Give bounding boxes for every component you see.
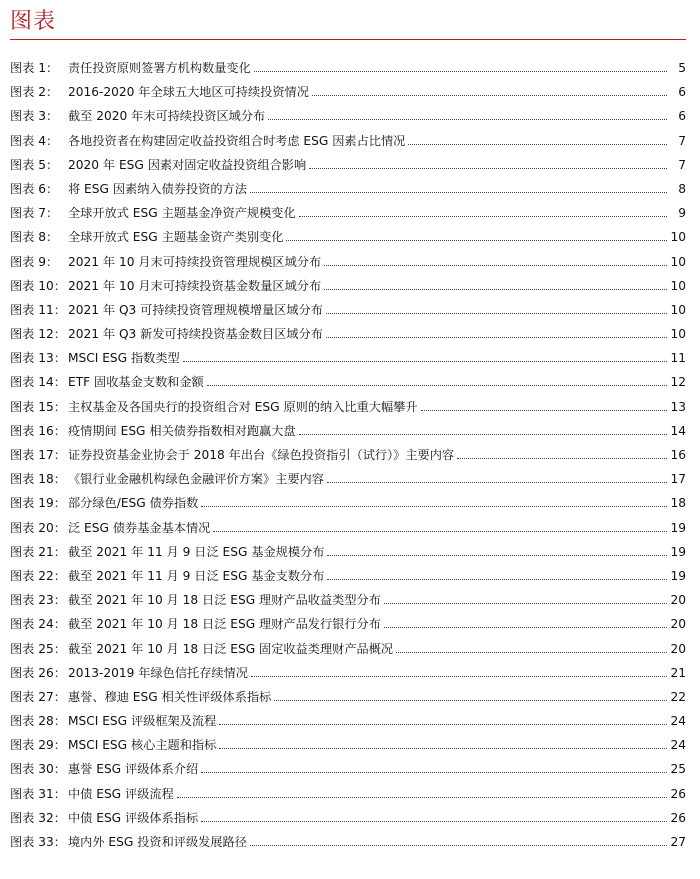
toc-entry-label: 图表 26： [10,665,66,680]
toc-dot-leader [384,627,667,628]
toc-entry-label: 图表 28： [10,714,66,729]
toc-entry[interactable] [10,733,686,757]
toc-dot-leader [201,506,667,507]
toc-page-number[interactable]: 10 [670,327,686,342]
toc-dot-leader [183,361,667,362]
toc-entry-label: 图表 13： [10,351,66,366]
toc-entry-title[interactable]: 2020 年 ESG 因素对固定收益投资组合影响 [68,157,307,172]
toc-entry-title[interactable]: MSCI ESG 核心主题和指标 [68,738,217,753]
toc-entry[interactable] [10,129,686,153]
toc-entry-title[interactable]: 中债 ESG 评级体系指标 [68,810,199,825]
toc-entry-title[interactable]: 中债 ESG 评级流程 [68,786,174,801]
toc-entry[interactable] [10,709,686,733]
toc-entry[interactable] [10,782,686,806]
page-title: 图表 [10,9,57,34]
toc-page-number[interactable]: 20 [670,617,686,632]
toc-entry-title[interactable]: 部分绿色/ESG 债券指数 [68,496,199,511]
toc-entry[interactable] [10,830,686,854]
toc-dot-leader [213,531,667,532]
toc-dot-leader [250,192,667,193]
toc-page-number[interactable]: 18 [670,496,686,511]
toc-entry-title[interactable]: 疫情期间 ESG 相关债券指数相对跑赢大盘 [68,423,296,438]
toc-dot-leader [326,313,667,314]
toc-entry-label: 图表 29： [10,738,66,753]
toc-entry-title[interactable]: 全球开放式 ESG 主题基金资产类别变化 [68,230,284,245]
toc-entry-label: 图表 14： [10,375,66,390]
toc-entry[interactable] [10,661,686,685]
toc-dot-leader [251,676,667,677]
toc-entry-title[interactable]: 证券投资基金业协会于 2018 年出台《绿色投资指引（试行）》主要内容 [68,448,455,462]
toc-page-number[interactable]: 8 [678,181,686,196]
toc-page-number[interactable]: 11 [670,351,686,366]
toc-page-number[interactable]: 26 [670,786,686,801]
toc-entry-title[interactable]: 责任投资原则签署方机构数量变化 [68,61,251,75]
toc-page-number[interactable]: 21 [670,665,686,680]
toc-dot-leader [421,410,667,411]
toc-entry-title[interactable]: 2021 年 10 月末可持续投资管理规模区域分布 [68,254,322,269]
toc-page-number[interactable]: 10 [670,302,686,317]
toc-entry[interactable] [10,346,686,370]
toc-dot-leader [219,748,667,749]
toc-page-number[interactable]: 27 [670,835,686,849]
toc-entry-label: 图表 18： [10,472,66,487]
toc-page-number[interactable]: 5 [678,61,686,75]
toc-entry[interactable] [10,56,686,80]
toc-entry[interactable] [10,80,686,104]
toc-entry-title[interactable]: 2013-2019 年绿色信托存续情况 [68,665,248,680]
toc-dot-leader [207,385,667,386]
toc-entry-label: 图表 30： [10,762,66,777]
toc-dot-leader [201,772,667,773]
toc-entry-label: 图表 16： [10,423,66,438]
toc-entry-label: 图表 19： [10,496,66,511]
toc-dot-leader [177,797,667,798]
toc-entry-label: 图表 9： [10,254,59,269]
toc-entry-label: 图表 6： [10,181,59,196]
toc-entry-title[interactable]: 境内外 ESG 投资和评级发展路径 [68,835,247,849]
toc-page-number[interactable]: 19 [670,544,686,559]
toc-entry-title[interactable]: ETF 固收基金支数和金额 [68,375,204,390]
toc-dot-leader [250,845,667,846]
toc-dot-leader [268,119,667,120]
toc-entry[interactable] [10,637,686,661]
toc-entry[interactable] [10,540,686,564]
toc-entry-title[interactable]: 惠誉、穆迪 ESG 相关性评级体系指标 [68,689,272,704]
toc-page-number[interactable]: 25 [670,762,686,777]
toc-page-number[interactable]: 12 [670,375,686,390]
toc-page-number[interactable]: 10 [670,278,686,293]
toc-page-number[interactable]: 7 [678,133,686,148]
toc-entry-title[interactable]: 主权基金及各国央行的投资组合对 ESG 原则的纳入比重大幅攀升 [68,399,418,414]
toc-entry-label: 图表 22： [10,568,66,583]
toc-entry[interactable] [10,757,686,781]
toc-page-number[interactable]: 19 [670,520,686,535]
toc-entry-title[interactable]: MSCI ESG 评级框架及流程 [68,714,217,729]
toc-dot-leader [312,95,667,96]
toc-entry-title[interactable]: 2021 年 10 月末可持续投资基金数量区域分布 [68,278,322,293]
toc-entry-label: 图表 23： [10,593,66,608]
toc-entry-label: 图表 3： [10,109,59,124]
toc-entry[interactable] [10,298,686,322]
toc-dot-leader [324,265,667,266]
toc-page-number[interactable]: 9 [678,206,686,221]
toc-dot-leader [309,168,667,169]
toc-dot-leader [457,458,667,459]
toc-entry[interactable] [10,322,686,346]
toc-dot-leader [396,652,667,653]
toc-entry[interactable] [10,564,686,588]
toc-page-number[interactable]: 16 [670,448,686,462]
title-divider [10,39,686,40]
toc-entry[interactable] [10,177,686,201]
toc-entry-label: 图表 32： [10,810,66,825]
toc-entry-label: 图表 25： [10,641,66,656]
toc-page-number[interactable]: 20 [670,593,686,608]
toc-entry[interactable] [10,491,686,515]
toc-entry-title[interactable]: 截至 2021 年 10 月 18 日泛 ESG 理财产品发行银行分布 [68,617,381,632]
toc-entry[interactable] [10,467,686,491]
toc-page-number[interactable]: 14 [670,423,686,438]
toc-entry-label: 图表 15： [10,399,66,414]
toc-entry-label: 图表 2： [10,85,59,100]
toc-entry-label: 图表 1： [10,61,59,75]
toc-dot-leader [274,700,667,701]
toc-page-number[interactable]: 24 [670,714,686,729]
toc-entry[interactable] [10,395,686,419]
toc-entry-label: 图表 24： [10,617,66,632]
toc-entry-title[interactable]: 泛 ESG 债券基金基本情况 [68,520,211,535]
toc-entry[interactable] [10,153,686,177]
toc-page-number[interactable]: 7 [678,157,686,172]
toc-page-number[interactable]: 6 [678,109,686,124]
toc-entry-title[interactable]: 《银行业金融机构绿色金融评价方案》主要内容 [68,472,324,487]
toc-entry-title[interactable]: 各地投资者在构建固定收益投资组合时考虑 ESG 因素占比情况 [68,133,406,148]
toc-entry-title[interactable]: 惠誉 ESG 评级体系介绍 [68,762,199,777]
toc-entry-title[interactable]: 2021 年 Q3 新发可持续投资基金数目区域分布 [68,327,323,342]
toc-entry-label: 图表 8： [10,230,59,245]
toc-page-number[interactable]: 22 [670,689,686,704]
toc-entry-label: 图表 11： [10,302,66,317]
toc-entry[interactable] [10,104,686,128]
toc-entry[interactable] [10,685,686,709]
toc-entry-label: 图表 33： [10,835,66,849]
toc-page-number[interactable]: 20 [670,641,686,656]
toc-page-number[interactable]: 24 [670,738,686,753]
toc-dot-leader [201,821,667,822]
toc-entry-title[interactable]: 全球开放式 ESG 主题基金净资产规模变化 [68,206,296,221]
toc-page-number[interactable]: 10 [670,230,686,245]
toc-dot-leader [299,434,667,435]
toc-entry-title[interactable]: 2021 年 Q3 可持续投资管理规模增量区域分布 [68,302,323,317]
toc-entry[interactable] [10,443,686,467]
toc-entry-label: 图表 5： [10,157,59,172]
toc-entry-label: 图表 27： [10,689,66,704]
toc-entry-title[interactable]: 将 ESG 因素纳入债券投资的方法 [68,181,247,196]
toc-page-number[interactable]: 26 [670,810,686,825]
toc-dot-leader [326,337,667,338]
toc-entry[interactable] [10,274,686,298]
toc-entry[interactable] [10,370,686,394]
toc-entry-label: 图表 31： [10,786,66,801]
toc-entry[interactable] [10,201,686,225]
toc-entry[interactable] [10,225,686,249]
toc-entry[interactable] [10,516,686,540]
toc-dot-leader [299,216,667,217]
toc-entry-title[interactable]: 截至 2021 年 10 月 18 日泛 ESG 固定收益类理财产品概况 [68,641,394,656]
toc-page-number[interactable]: 13 [670,399,686,414]
toc-entry[interactable] [10,612,686,636]
toc-dot-leader [327,555,667,556]
figure-list [10,56,686,854]
toc-entry[interactable] [10,588,686,612]
toc-entry-title[interactable]: 截至 2021 年 11 月 9 日泛 ESG 基金规模分布 [68,544,325,559]
toc-dot-leader [327,482,667,483]
toc-page-number[interactable]: 6 [678,85,686,100]
toc-page-number[interactable]: 17 [670,472,686,487]
toc-entry-label: 图表 20： [10,520,66,535]
toc-entry-title[interactable]: 截至 2020 年末可持续投资区域分布 [68,109,266,124]
toc-entry-label: 图表 10： [10,278,66,293]
toc-dot-leader [384,603,667,604]
toc-entry[interactable] [10,250,686,274]
toc-page-number[interactable]: 10 [670,254,686,269]
toc-dot-leader [408,144,667,145]
toc-entry[interactable] [10,419,686,443]
toc-entry-title[interactable]: 截至 2021 年 10 月 18 日泛 ESG 理财产品收益类型分布 [68,593,381,608]
toc-entry-label: 图表 21： [10,544,66,559]
toc-page-number[interactable]: 19 [670,568,686,583]
toc-entry[interactable] [10,806,686,830]
toc-dot-leader [327,579,667,580]
toc-dot-leader [254,71,667,72]
toc-dot-leader [286,240,667,241]
toc-entry-label: 图表 4： [10,133,59,148]
toc-entry-label: 图表 12： [10,327,66,342]
toc-entry-label: 图表 7： [10,206,59,221]
toc-dot-leader [324,289,667,290]
toc-dot-leader [219,724,667,725]
toc-entry-title[interactable]: 2016-2020 年全球五大地区可持续投资情况 [68,85,309,100]
toc-entry-title[interactable]: 截至 2021 年 11 月 9 日泛 ESG 基金支数分布 [68,568,325,583]
toc-entry-title[interactable]: MSCI ESG 指数类型 [68,351,180,366]
toc-entry-label: 图表 17： [10,448,66,462]
